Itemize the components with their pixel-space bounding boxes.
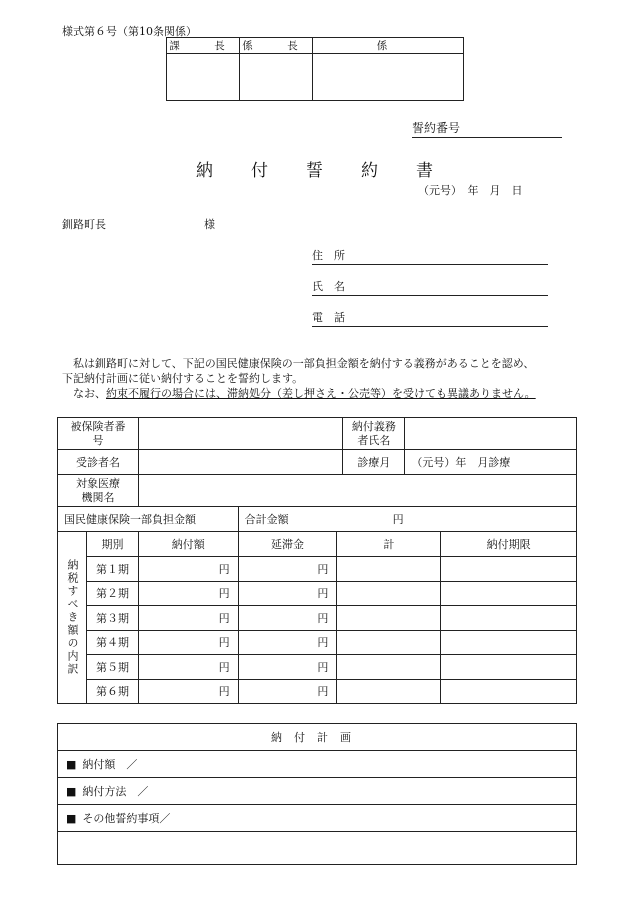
period-1-due-date[interactable] <box>441 557 577 582</box>
phone-field[interactable] <box>312 309 548 327</box>
plan-item-payment-amount[interactable] <box>58 751 577 778</box>
period-4-late-fee[interactable]: 円 <box>238 630 337 655</box>
period-5-late-fee[interactable]: 円 <box>238 655 337 680</box>
period-label-4: 第４期 <box>86 630 138 655</box>
period-5-due-date[interactable] <box>441 655 577 680</box>
plan-item-label: 納付額 ／ <box>82 758 138 771</box>
plan-item-other-pledges[interactable] <box>58 805 577 832</box>
square-bullet-icon: ■ <box>66 812 77 825</box>
period-2-due-date[interactable] <box>441 581 577 606</box>
square-bullet-icon: ■ <box>66 785 77 798</box>
treatment-month-label: 診療月 <box>343 450 405 475</box>
period-3-total[interactable] <box>337 606 441 631</box>
period-5-total[interactable] <box>337 655 441 680</box>
period-2-total[interactable] <box>337 581 441 606</box>
col-header-due-date: 納付期限 <box>441 532 577 557</box>
square-bullet-icon: ■ <box>66 758 77 771</box>
breakdown-label: 納税すべき額の内訳 <box>58 532 87 704</box>
period-6-due-date[interactable] <box>441 679 577 704</box>
pledge-number-field[interactable] <box>412 119 562 138</box>
stamp-box-section-chief[interactable] <box>167 54 240 101</box>
treatment-month-input[interactable]: （元号）年 月診療 <box>405 450 577 475</box>
period-2-late-fee[interactable]: 円 <box>238 581 337 606</box>
period-1-total[interactable] <box>337 557 441 582</box>
payer-name-label: 納付義務者氏名 <box>343 418 405 450</box>
payment-details-table <box>57 417 577 704</box>
period-4-total[interactable] <box>337 630 441 655</box>
statement-line-3 <box>62 386 572 401</box>
period-label-6: 第６期 <box>86 679 138 704</box>
approval-header-subsection-chief: 係 長 <box>240 38 313 54</box>
plan-item-payment-method[interactable] <box>58 778 577 805</box>
address-label: 住 所 <box>312 249 345 262</box>
patient-name-input[interactable] <box>138 450 342 475</box>
facility-name-label: 対象医療機関名 <box>58 475 139 507</box>
col-header-total: 計 <box>337 532 441 557</box>
period-3-amount[interactable]: 円 <box>138 606 238 631</box>
patient-name-label: 受診者名 <box>58 450 139 475</box>
statement-line-3-prefix: なお、 <box>73 387 106 400</box>
period-6-amount[interactable]: 円 <box>138 679 238 704</box>
date-line: （元号） 年 月 日 <box>418 184 523 197</box>
total-amount-yen: 円 <box>392 513 404 526</box>
total-amount-cell[interactable] <box>238 507 576 532</box>
addressee-honorific: 様 <box>204 218 215 231</box>
pledge-number-label: 誓約番号 <box>412 121 461 135</box>
payment-plan-table <box>57 723 577 865</box>
address-field[interactable] <box>312 247 548 265</box>
statement-line-2: 下記納付計画に従い納付することを誓約します。 <box>62 372 304 385</box>
statement-line-1: 私は釧路町に対して、下記の国民健康保険の一部負担金額を納付する義務があることを認め、 <box>73 357 535 370</box>
name-label: 氏 名 <box>312 280 345 293</box>
period-6-late-fee[interactable]: 円 <box>238 679 337 704</box>
facility-name-input[interactable] <box>138 475 576 507</box>
plan-item-label: その他誓約事項／ <box>82 812 171 825</box>
plan-item-label: 納付方法 ／ <box>82 785 149 798</box>
plan-notes-area[interactable] <box>58 832 577 865</box>
approval-stamp-table <box>166 37 464 101</box>
approval-header-section-chief: 課 長 <box>167 38 240 54</box>
period-6-total[interactable] <box>337 679 441 704</box>
period-label-3: 第３期 <box>86 606 138 631</box>
pledge-statement <box>62 356 572 401</box>
period-3-due-date[interactable] <box>441 606 577 631</box>
payer-name-input[interactable] <box>405 418 577 450</box>
addressee <box>62 216 215 232</box>
insured-number-label: 被保険者番号 <box>58 418 139 450</box>
period-4-amount[interactable]: 円 <box>138 630 238 655</box>
copay-amount-label: 国民健康保険一部負担金額 <box>58 507 239 532</box>
name-field[interactable] <box>312 278 548 296</box>
period-label-1: 第１期 <box>86 557 138 582</box>
period-label-2: 第２期 <box>86 581 138 606</box>
period-4-due-date[interactable] <box>441 630 577 655</box>
period-3-late-fee[interactable]: 円 <box>238 606 337 631</box>
form-number: 様式第６号（第10条関係） <box>62 25 197 38</box>
payment-plan-title: 納付計画 <box>58 724 577 751</box>
total-amount-label: 合計金額 <box>244 513 289 526</box>
approval-header-staff: 係 <box>313 38 464 54</box>
stamp-box-subsection-chief[interactable] <box>240 54 313 101</box>
col-header-period: 期別 <box>86 532 138 557</box>
document-title: 納付誓約書 <box>196 161 471 181</box>
insured-number-input[interactable] <box>138 418 342 450</box>
addressee-name: 釧路町長 <box>62 218 106 231</box>
phone-label: 電 話 <box>312 311 345 324</box>
col-header-payment-amount: 納付額 <box>138 532 238 557</box>
statement-line-3-underlined: 約束不履行の場合には、滞納処分（差し押さえ・公売等）を受けても異議ありません。 <box>106 387 536 400</box>
period-2-amount[interactable]: 円 <box>138 581 238 606</box>
stamp-box-staff[interactable] <box>313 54 464 101</box>
period-1-late-fee[interactable]: 円 <box>238 557 337 582</box>
period-5-amount[interactable]: 円 <box>138 655 238 680</box>
period-1-amount[interactable]: 円 <box>138 557 238 582</box>
col-header-late-fee: 延滞金 <box>238 532 337 557</box>
period-label-5: 第５期 <box>86 655 138 680</box>
